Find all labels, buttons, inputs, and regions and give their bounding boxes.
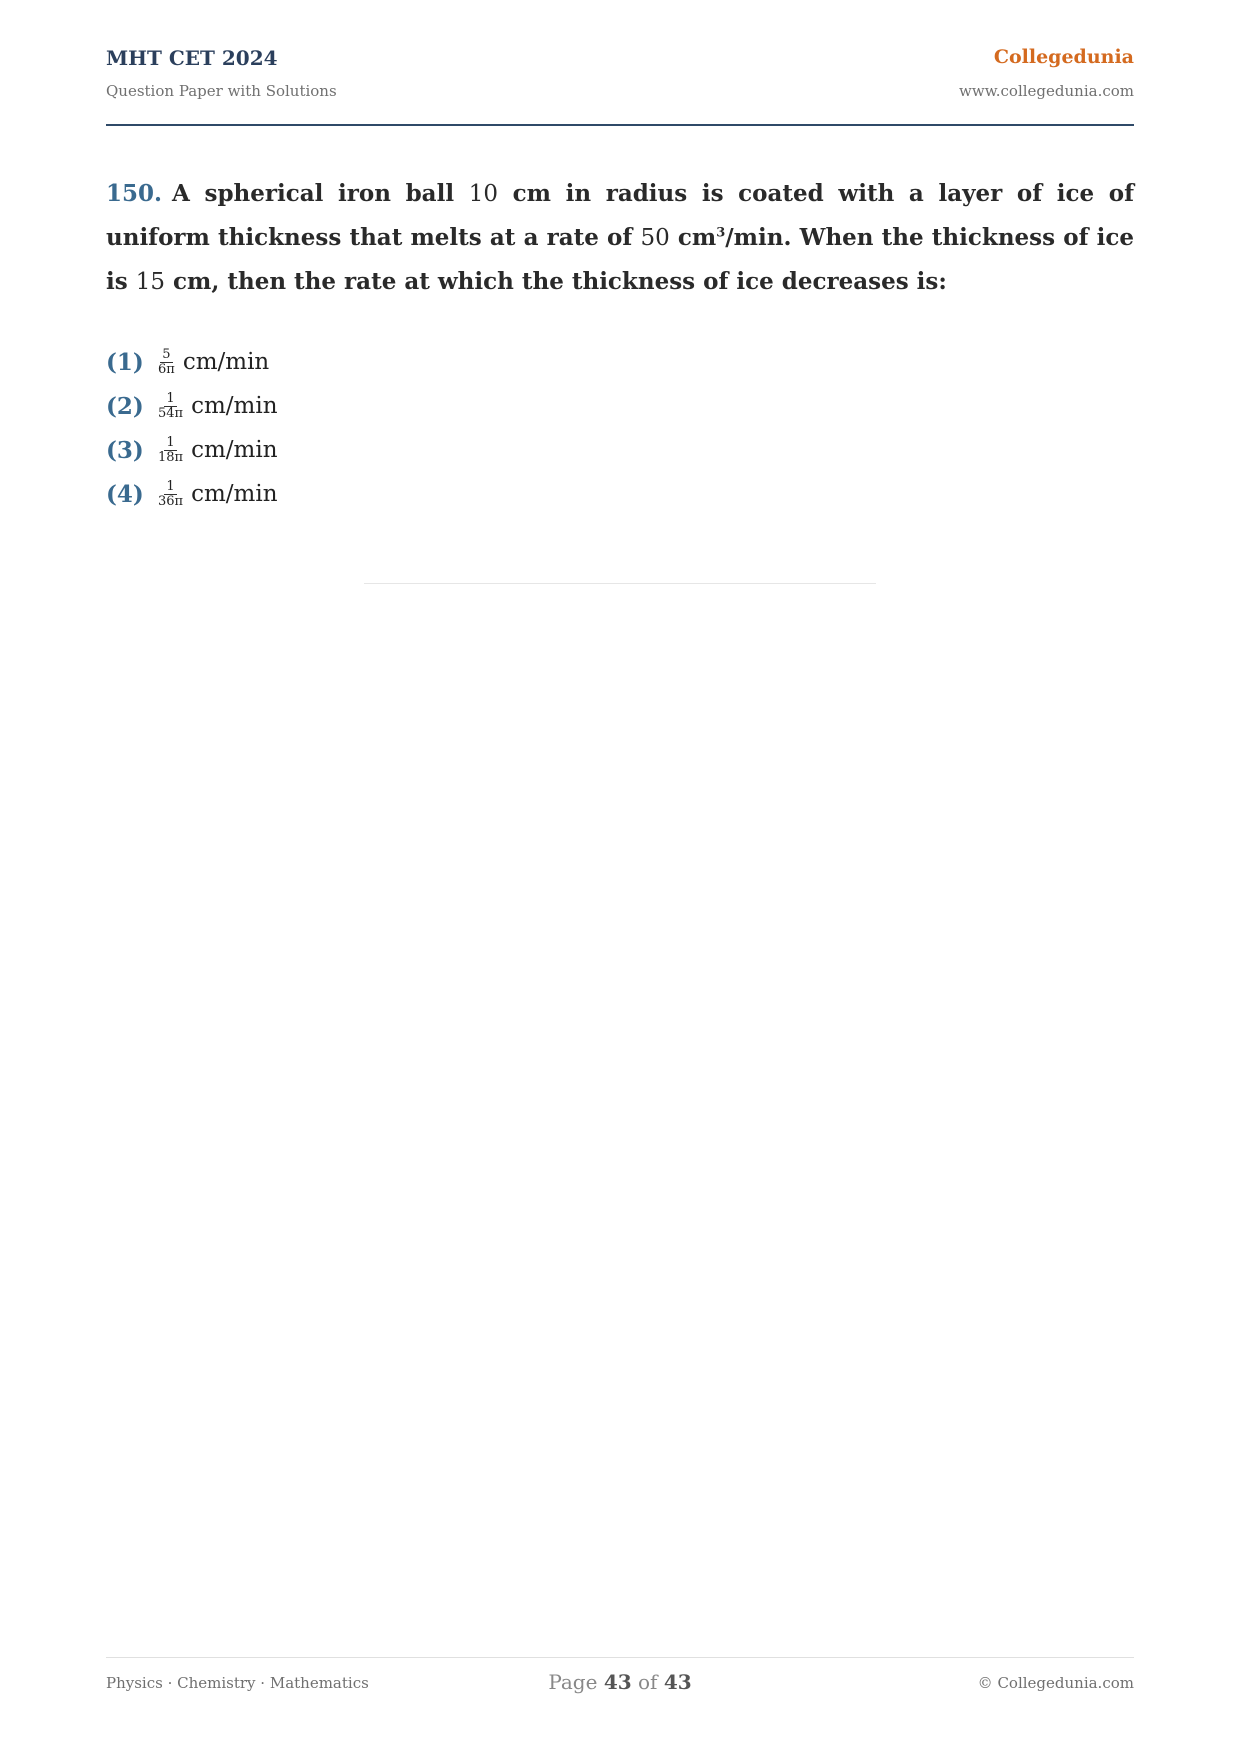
fraction [156, 392, 185, 421]
fraction-denominator: 36π [158, 493, 184, 509]
page-of: of [631, 1670, 664, 1694]
section-divider [364, 583, 876, 584]
question-value: 50 [640, 225, 670, 251]
option-2[interactable] [106, 384, 278, 428]
footer-copyright: © Collegedunia.com [977, 1674, 1134, 1692]
option-label: (3) [106, 436, 144, 464]
fraction-numerator: 1 [166, 434, 175, 450]
exam-subtitle: Question Paper with Solutions [106, 82, 337, 100]
fraction-denominator: 18π [158, 449, 184, 465]
question-value: 15 [135, 269, 165, 295]
option-1[interactable] [106, 340, 278, 384]
fraction [156, 348, 177, 377]
option-unit: cm/min [182, 349, 270, 375]
question-text-part: A spherical iron ball [172, 180, 469, 207]
page-header [106, 44, 1134, 126]
brand-url: www.collegedunia.com [959, 82, 1134, 100]
option-label: (4) [106, 480, 144, 508]
question-text-part: cm [669, 224, 717, 251]
fraction [156, 480, 185, 509]
page-footer [106, 1657, 1134, 1698]
option-label: (1) [106, 348, 144, 376]
fraction-numerator: 1 [166, 478, 175, 494]
option-4[interactable] [106, 472, 278, 516]
superscript: 3 [716, 225, 726, 241]
question-value: 10 [468, 181, 498, 207]
question-block [106, 172, 1134, 304]
question-text-part: cm in radius is coated with a layer of ice of uniform thickness that melts at a rate of [106, 180, 1134, 251]
option-unit: cm/min [191, 393, 278, 419]
current-page: 43 [603, 1670, 632, 1694]
page-prefix: Page [548, 1670, 604, 1694]
option-unit: cm/min [191, 481, 278, 507]
question-text [106, 180, 1134, 295]
footer-subjects: Physics · Chemistry · Mathematics [106, 1674, 369, 1692]
fraction [156, 436, 185, 465]
fraction-denominator: 54π [158, 405, 184, 421]
total-pages: 43 [663, 1670, 692, 1694]
option-3[interactable] [106, 428, 278, 472]
option-unit: cm/min [191, 437, 278, 463]
fraction-denominator: 6π [158, 361, 175, 377]
brand-name: Collegedunia [993, 46, 1134, 68]
question-number: 150. [106, 180, 163, 207]
options-list [106, 340, 278, 516]
fraction-numerator: 5 [162, 346, 171, 362]
question-text-part: /min. When the thickness of ice is [106, 224, 1134, 295]
fraction-numerator: 1 [166, 390, 175, 406]
option-label: (2) [106, 392, 144, 420]
exam-title: MHT CET 2024 [106, 46, 278, 70]
question-text-part: cm, then the rate at which the thickness of ice decreases is: [164, 268, 947, 295]
